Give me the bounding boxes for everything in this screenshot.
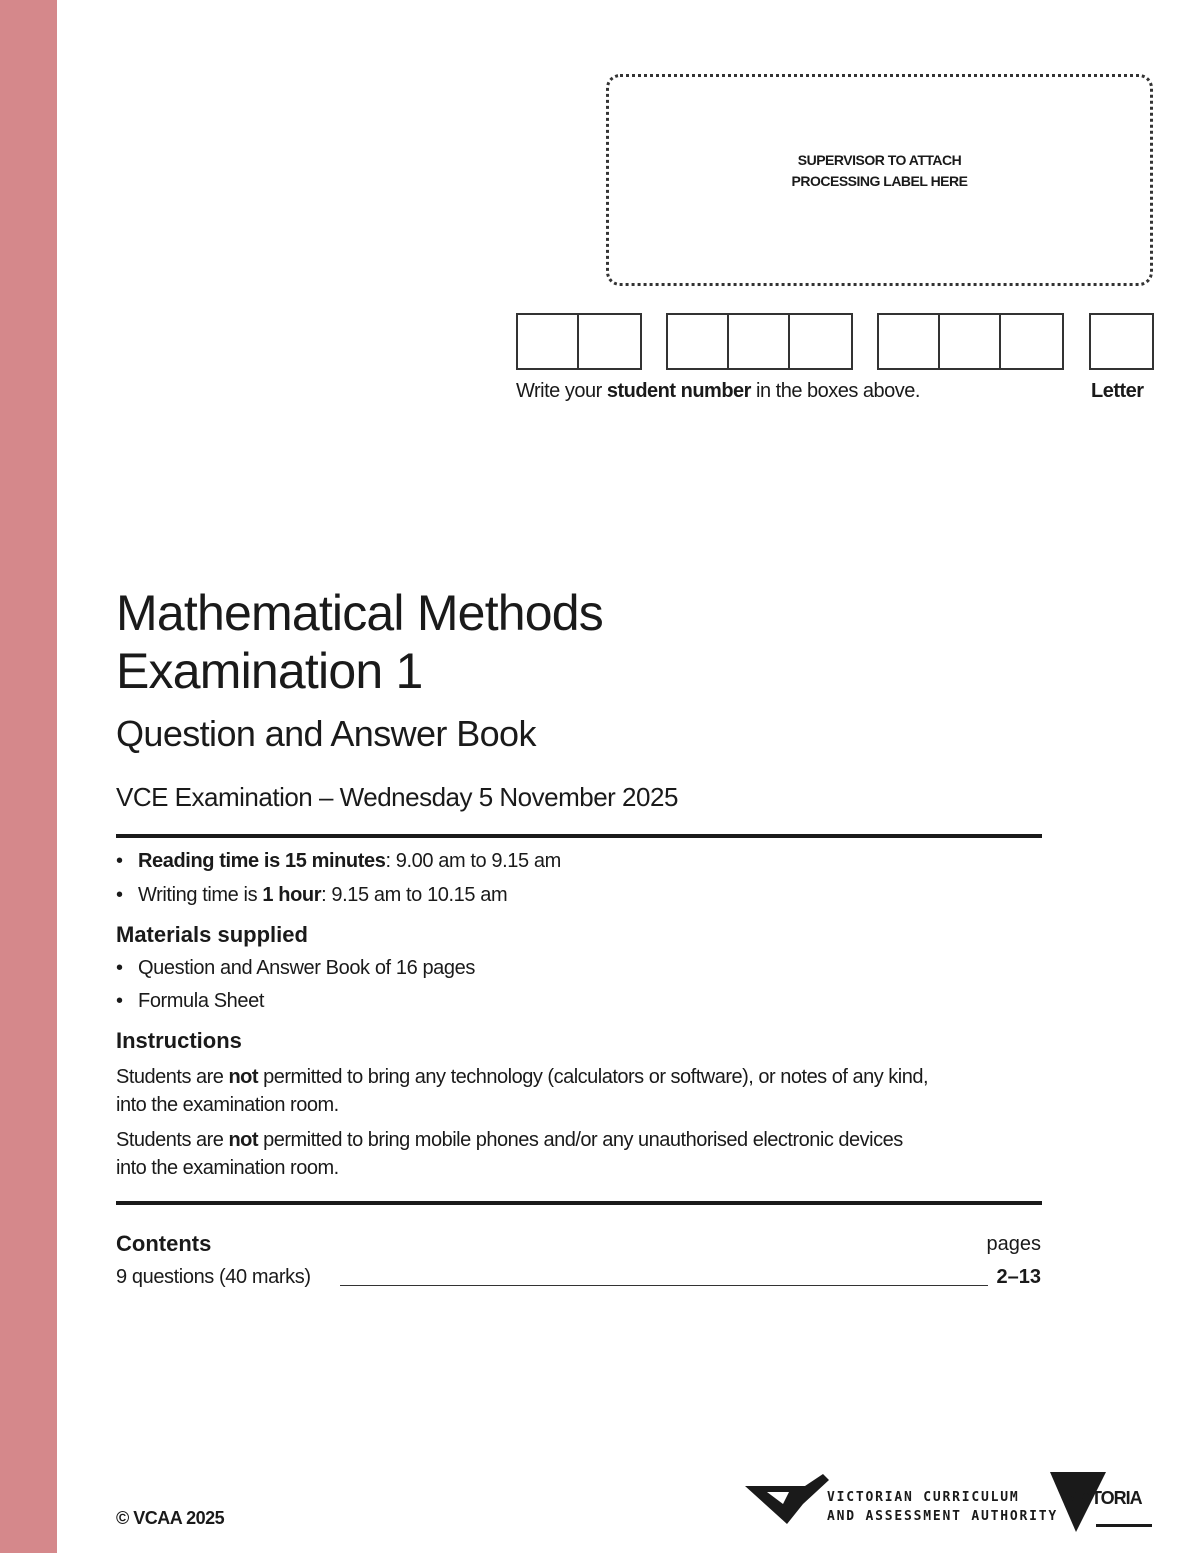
subtitle: Question and Answer Book: [116, 713, 536, 754]
victoria-logo-text: VICTORIA: [1064, 1488, 1142, 1508]
copyright: © VCAA 2025: [116, 1508, 225, 1528]
writing-time: • Writing time is 1 hour: 9.15 am to 10.15 am: [116, 884, 508, 906]
student-number-boxes-2[interactable]: [666, 313, 853, 370]
instruction-phones: Students are not permitted to bring mobile phones and/or any unauthorised electronic devices into the examination room.: [116, 1129, 903, 1179]
victoria-logo: [1050, 1472, 1155, 1532]
contents-row-label: 9 questions (40 marks): [116, 1266, 311, 1288]
leader-line: [340, 1285, 988, 1286]
student-number-instruction: Write your student number in the boxes above.: [516, 380, 920, 402]
exam-date: VCE Examination – Wednesday 5 November 2025: [116, 782, 678, 812]
material-item: • Formula Sheet: [116, 990, 264, 1012]
label-box-line1: SUPERVISOR TO ATTACH: [797, 152, 962, 168]
vcaa-logo: [745, 1474, 1059, 1528]
side-color-band: [0, 0, 57, 1553]
student-number-boxes-3[interactable]: [877, 313, 1064, 370]
label-box-line2: PROCESSING LABEL HERE: [791, 173, 968, 189]
exam-title: Examination 1: [116, 643, 423, 699]
materials-heading: Materials supplied: [116, 922, 308, 947]
student-number-boxes-1[interactable]: [516, 313, 642, 370]
divider: [116, 1201, 1042, 1205]
student-letter-box[interactable]: [1089, 313, 1154, 370]
reading-time: • Reading time is 15 minutes: 9.00 am to 9.15 am: [116, 850, 561, 872]
vcaa-check-icon: [745, 1474, 830, 1528]
divider: [116, 834, 1042, 838]
instructions-heading: Instructions: [116, 1028, 242, 1053]
vcaa-logo-line2: AND ASSESSMENT AUTHORITY: [827, 1509, 1059, 1524]
instruction-technology: Students are not permitted to bring any technology (calculators or software), or notes of any kind, into the examination room.: [116, 1066, 929, 1116]
letter-label: Letter: [1091, 380, 1144, 402]
contents-heading: Contents: [116, 1231, 212, 1256]
page-title: Mathematical Methods: [116, 585, 604, 641]
pages-label: pages: [986, 1233, 1041, 1255]
vcaa-logo-line1: VICTORIAN CURRICULUM: [827, 1490, 1020, 1505]
material-item: • Question and Answer Book of 16 pages: [116, 957, 475, 979]
processing-label-area: [606, 74, 1153, 286]
contents-row-pages: 2–13: [996, 1266, 1041, 1288]
